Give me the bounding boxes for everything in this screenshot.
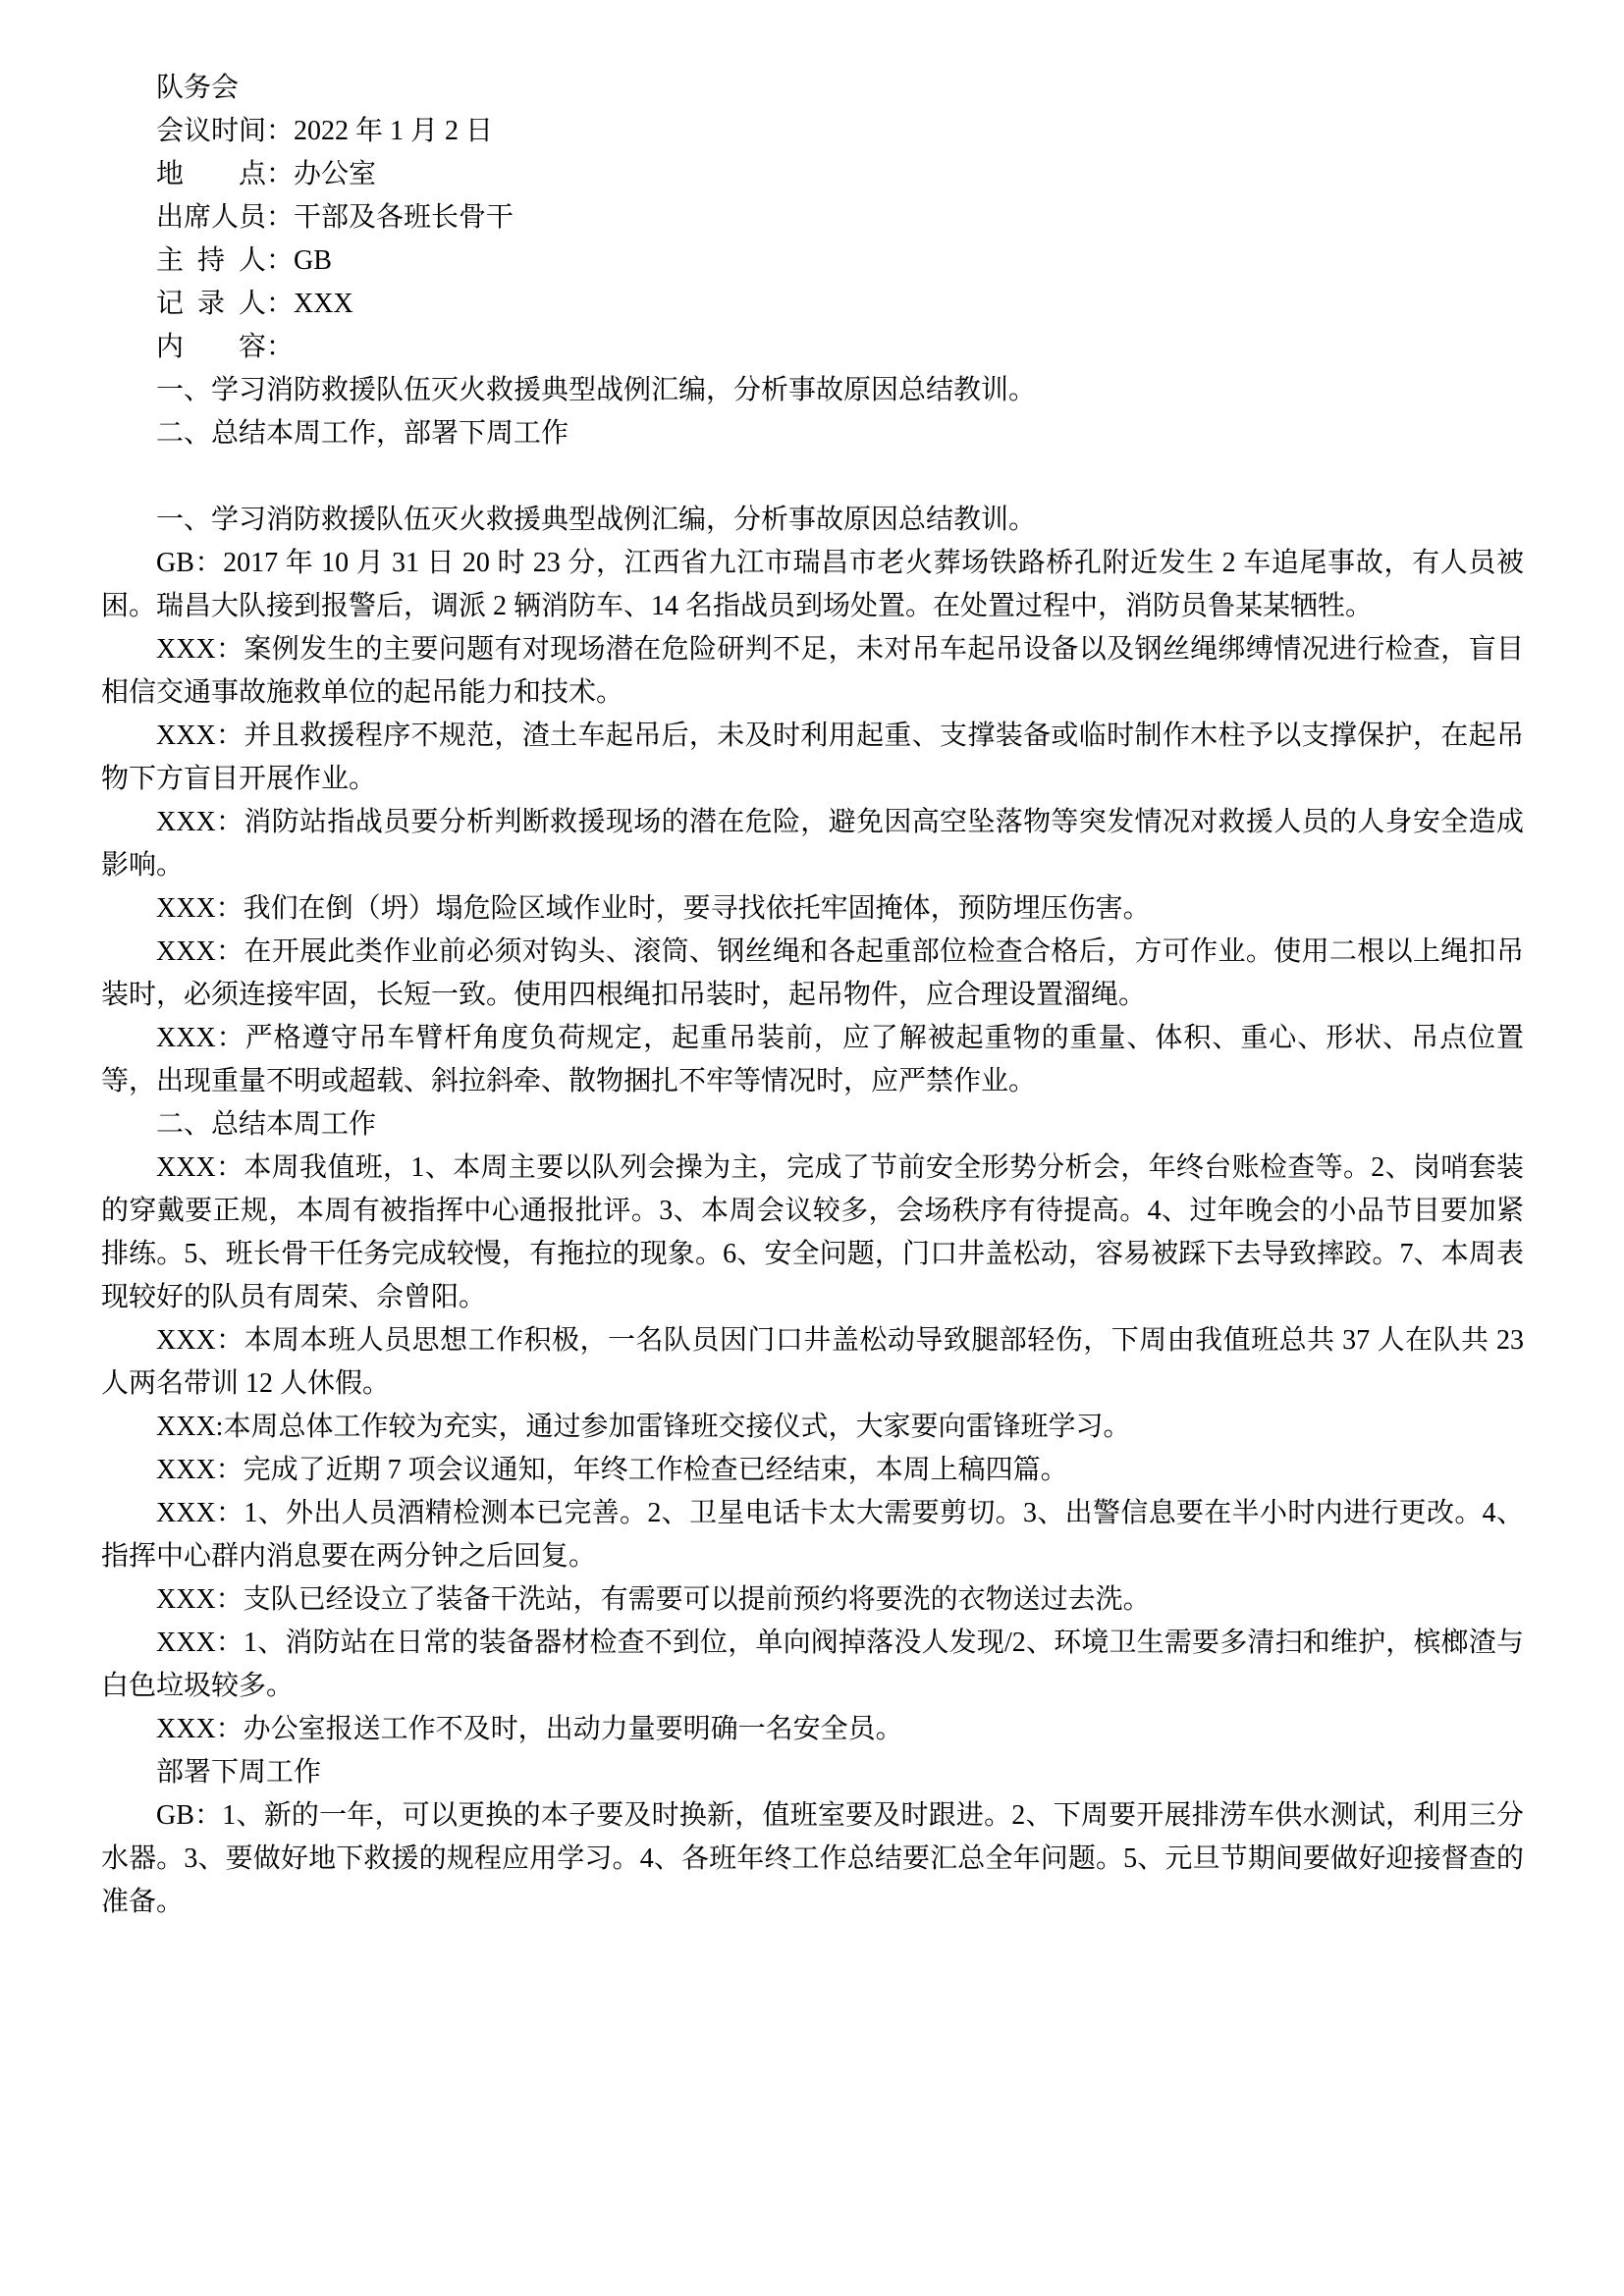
- body-paragraph: XXX：办公室报送工作不及时，出动力量要明确一名安全员。: [156, 1714, 903, 1744]
- body-paragraph: XXX：在开展此类作业前必须对钩头、滚筒、钢丝绳和各起重部位检查合格后，方可作业。使用二根以上绳扣吊装时，必须连接牢固，长短一致。使用四根绳扣吊装时，起吊物件，应合理设置溜绳。: [101, 936, 1524, 1010]
- body-paragraph: GB：2017 年 10 月 31 日 20 时 23 分，江西省九江市瑞昌市老火葬场铁路桥孔附近发生 2 车追尾事故，有人员被困。瑞昌大队接到报警后，调派 2 辆消防车、14 名指战员到场处置。在处置过程中，消防员鲁某某牺牲。: [101, 548, 1524, 621]
- meta-attendees: 出席人员：干部及各班长骨干: [156, 202, 514, 233]
- section-1-heading: 一、学习消防救援队伍灭火救援典型战例汇编，分析事故原因总结教训。: [156, 505, 1037, 535]
- body-paragraph: XXX：本周我值班，1、本周主要以队列会操为主，完成了节前安全形势分析会，年终台账检查等。2、岗哨套装的穿戴要正规，本周有被指挥中心通报批评。3、本周会议较多，会场秩序有待提高。4、过年晚会的小品节目要加紧排练。5、班长骨干任务完成较慢，有拖拉的现象。6、安全问题，门口井盖松动，容易被踩下去导致摔跤。7、本周表现较好的队员有周荣、佘曾阳。: [101, 1152, 1524, 1312]
- meta-recorder: 记 录 人：XXX: [156, 289, 353, 319]
- meta-meeting-time: 会议时间：2022 年 1 月 2 日: [156, 116, 494, 146]
- meta-host: 主 持 人：GB: [156, 245, 332, 276]
- body-paragraph: XXX：我们在倒（坍）塌危险区域作业时，要寻找依托牢固掩体，预防埋压伤害。: [156, 893, 1151, 924]
- body-paragraph: XXX：完成了近期 7 项会议通知，年终工作检查已经结束，本周上稿四篇。: [156, 1455, 1068, 1485]
- section-2-heading: 二、总结本周工作: [156, 1109, 377, 1140]
- body-paragraph: XXX：并且救援程序不规范，渣土车起吊后，未及时利用起重、支撑装备或临时制作木柱予以支撑保护，在起吊物下方盲目开展作业。: [101, 721, 1524, 794]
- body-paragraph: XXX：案例发生的主要问题有对现场潜在危险研判不足，未对吊车起吊设备以及钢丝绳绑缚情况进行检查，盲目相信交通事故施救单位的起吊能力和技术。: [101, 634, 1524, 708]
- blank-line: [101, 455, 1524, 499]
- body-paragraph: XXX：1、外出人员酒精检测本已完善。2、卫星电话卡太大需要剪切。3、出警信息要在半小时内进行更改。4、指挥中心群内消息要在两分钟之后回复。: [101, 1498, 1524, 1572]
- body-paragraph: XXX:本周总体工作较为充实，通过参加雷锋班交接仪式，大家要向雷锋班学习。: [156, 1412, 1131, 1442]
- meta-content-label: 内 容：: [156, 332, 295, 362]
- agenda-item-2: 二、总结本周工作，部署下周工作: [156, 418, 569, 449]
- body-paragraph: XXX：支队已经设立了装备干洗站，有需要可以提前预约将要洗的衣物送过去洗。: [156, 1584, 1151, 1615]
- body-paragraph: XXX：严格遵守吊车臂杆角度负荷规定，起重吊装前，应了解被起重物的重量、体积、重心、形状、吊点位置等，出现重量不明或超载、斜拉斜牵、散物捆扎不牢等情况时，应严禁作业。: [101, 1023, 1524, 1096]
- agenda-item-1: 一、学习消防救援队伍灭火救援典型战例汇编，分析事故原因总结教训。: [156, 375, 1037, 405]
- body-paragraph: XXX：消防站指战员要分析判断救援现场的潜在危险，避免因高空坠落物等突发情况对救援人员的人身安全造成影响。: [101, 807, 1524, 881]
- body-paragraph: XXX：1、消防站在日常的装备器材检查不到位，单向阀掉落没人发现/2、环境卫生需要多清扫和维护，槟榔渣与白色垃圾较多。: [101, 1628, 1524, 1701]
- document-title: 队务会: [156, 73, 240, 103]
- next-week-heading: 部署下周工作: [156, 1757, 322, 1788]
- body-paragraph: GB：1、新的一年，可以更换的本子要及时换新，值班室要及时跟进。2、下周要开展排涝车供水测试，利用三分水器。3、要做好地下救援的规程应用学习。4、各班年终工作总结要汇总全年问题。5、元旦节期间要做好迎接督查的准备。: [101, 1800, 1524, 1917]
- meta-location: 地 点：办公室: [156, 159, 377, 189]
- body-paragraph: XXX：本周本班人员思想工作积极，一名队员因门口井盖松动导致腿部轻伤，下周由我值班总共 37 人在队共 23 人两名带训 12 人休假。: [101, 1325, 1524, 1399]
